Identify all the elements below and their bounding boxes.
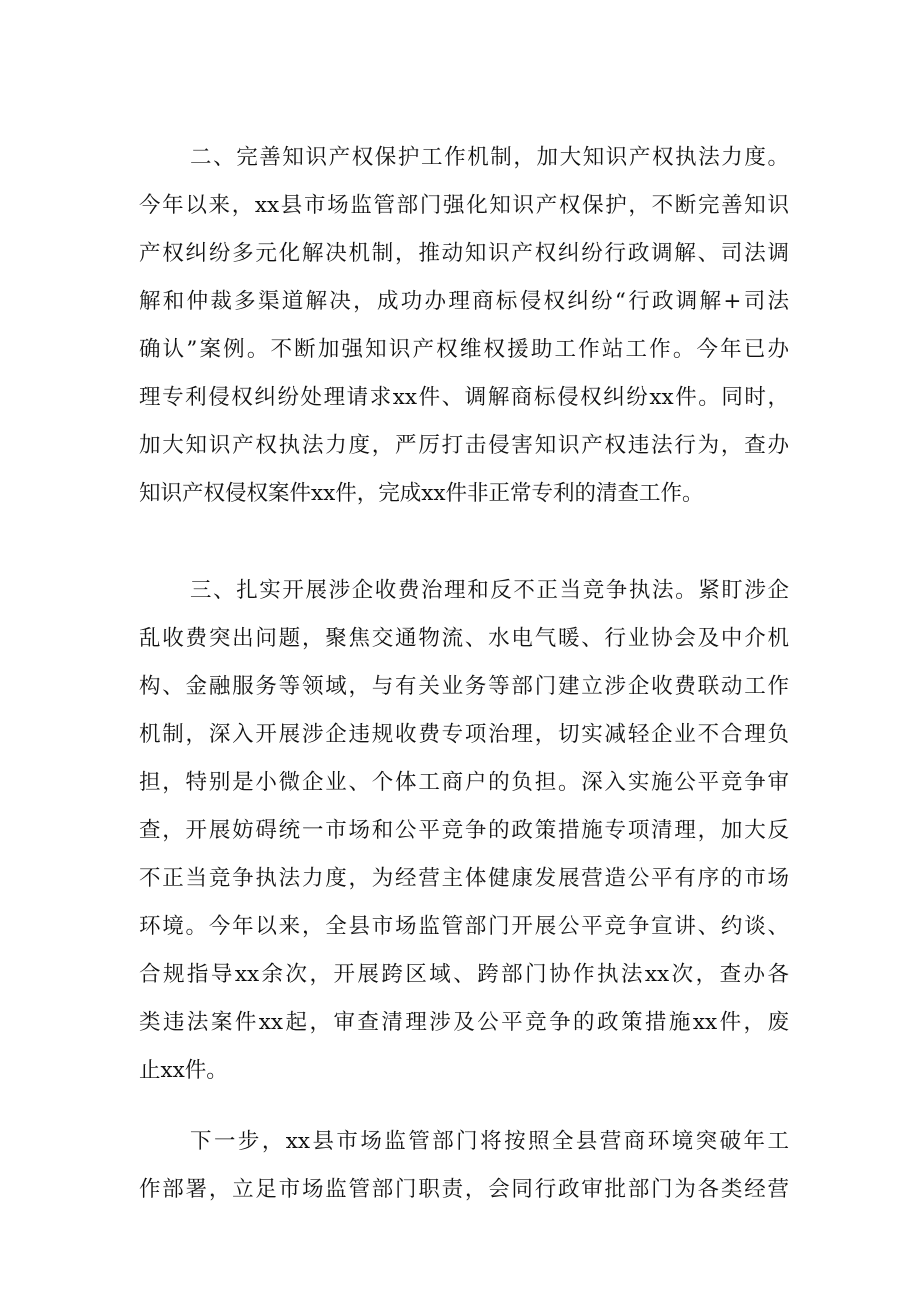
paragraph-line: 确认”案例。不断加强知识产权维权援助工作站工作。今年已办 [139, 337, 789, 362]
paragraph-line: 机制，深入开展涉企违规收费专项治理，切实减轻企业不合理负 [139, 722, 789, 747]
paragraph-line: 加大知识产权执法力度，严厉打击侵害知识产权违法行为，查办 [139, 433, 789, 458]
paragraph-line: 知识产权侵权案件xx件，完成xx件非正常专利的清查工作。 [139, 481, 704, 506]
paragraph-line: 查，开展妨碍统一市场和公平竞争的政策措施专项清理，加大反 [139, 818, 789, 843]
paragraph-line: 理专利侵权纠纷处理请求xx件、调解商标侵权纠纷xx件。同时， [139, 385, 789, 410]
paragraph-line: 作部署，立足市场监管部门职责，会同行政审批部门为各类经营 [139, 1177, 789, 1202]
paragraph-line: 解和仲裁多渠道解决，成功办理商标侵权纠纷“行政调解+司法 [139, 289, 789, 314]
paragraph-line: 担，特别是小微企业、个体工商户的负担。深入实施公平竞争审 [139, 770, 789, 795]
paragraph-line: 不正当竞争执法力度，为经营主体健康发展营造公平有序的市场 [139, 866, 789, 891]
paragraph-line: 乱收费突出问题，聚焦交通物流、水电气暖、行业协会及中介机 [139, 626, 789, 651]
paragraph-line: 构、金融服务等领域，与有关业务等部门建立涉企收费联动工作 [139, 674, 789, 699]
paragraph-line: 环境。今年以来，全县市场监管部门开展公平竞争宣讲、约谈、 [139, 914, 789, 939]
paragraph-line: 类违法案件xx起，审查清理涉及公平竞争的政策措施xx件，废 [139, 1010, 789, 1035]
section2-heading-line: 二、完善知识产权保护工作机制，加大知识产权执法力度。 [190, 145, 789, 170]
paragraph-line: 合规指导xx余次，开展跨区域、跨部门协作执法xx次，查办各 [139, 962, 789, 987]
section3-heading-line: 三、扎实开展涉企收费治理和反不正当竞争执法。紧盯涉企 [190, 578, 789, 603]
next-step-heading-line: 下一步，xx县市场监管部门将按照全县营商环境突破年工 [190, 1129, 789, 1154]
paragraph-line: 止xx件。 [139, 1058, 228, 1083]
paragraph-line: 产权纠纷多元化解决机制，推动知识产权纠纷行政调解、司法调 [139, 241, 789, 266]
paragraph-line: 今年以来，xx县市场监管部门强化知识产权保护，不断完善知识 [139, 193, 789, 218]
